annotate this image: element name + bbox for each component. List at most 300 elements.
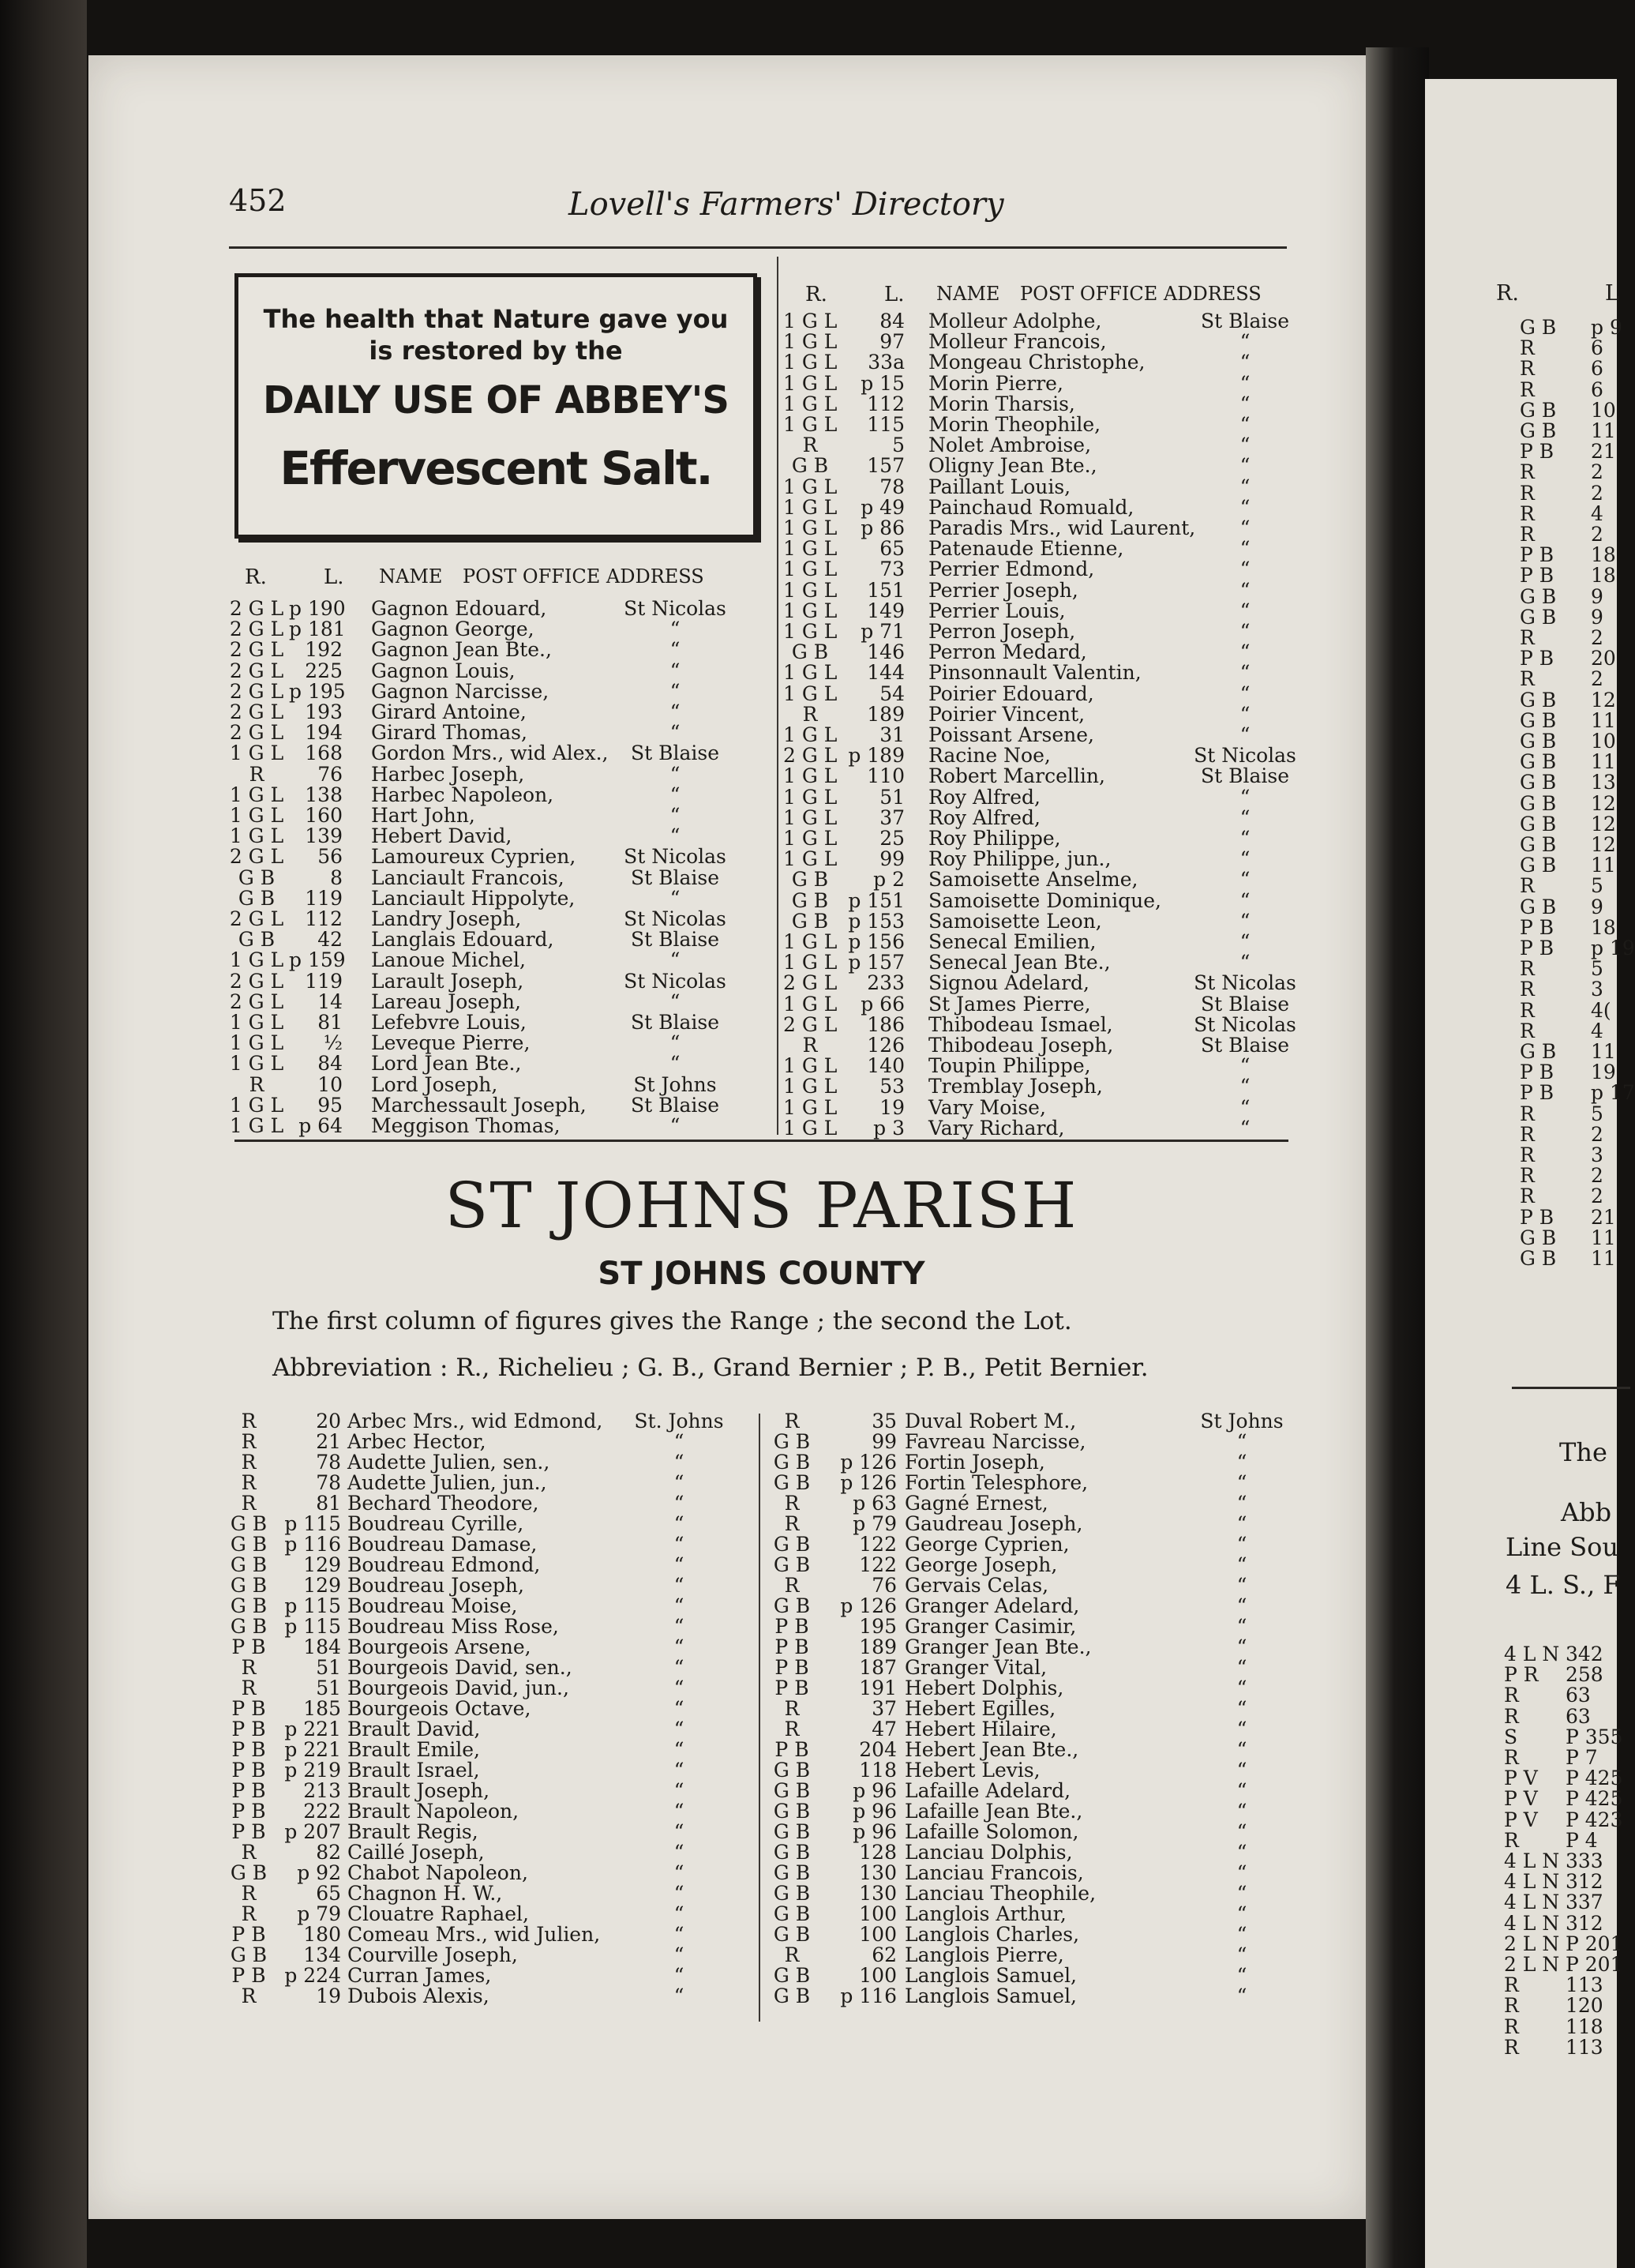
directory-entry [764, 1945, 1285, 1966]
entry-lot: 51 [316, 1677, 341, 1699]
facing-entry-lot: 21 [1591, 1205, 1616, 1229]
directory-entry [229, 1658, 750, 1678]
directory-entry [229, 640, 750, 660]
entry-range: 1 G L [783, 330, 838, 354]
entry-range: 2 G L [229, 907, 284, 930]
directory-entry [764, 1432, 1285, 1452]
directory-entry [229, 1678, 750, 1699]
entry-address: “ [1239, 827, 1251, 850]
directory-entry [764, 1760, 1285, 1781]
entry-lot: 144 [867, 661, 905, 685]
facing-entry-lot: 11 [1591, 1247, 1616, 1270]
facing-entry-lot: P 4 [1566, 1828, 1598, 1852]
running-title: Lovell's Farmers' Directory [568, 186, 1004, 223]
directory-entry [229, 929, 750, 950]
facing-entry-range: P B [1520, 1061, 1554, 1084]
entry-lot: 115 [867, 413, 905, 436]
facing-entry-range: P R [1504, 1663, 1539, 1687]
entry-address: “ [1236, 1471, 1247, 1494]
entry-range: P B [231, 1923, 266, 1946]
entry-range: R [784, 1410, 800, 1433]
directory-entry [783, 1076, 1304, 1097]
entry-range: 2 G L [229, 679, 284, 703]
directory-entry [229, 1072, 750, 1096]
entry-range: 1 G L [783, 351, 838, 374]
entry-name: Gagnon Edouard, [371, 597, 547, 620]
facing-entry-lot: 10 [1591, 730, 1616, 753]
entry-name: Lafaille Adelard, [905, 1779, 1071, 1802]
facing-entry-lot: 118 [1566, 2015, 1603, 2038]
entry-lot: p 86 [861, 516, 905, 539]
entry-lot: 100 [859, 1902, 897, 1925]
entry-address: “ [1239, 558, 1251, 581]
directory-entry [229, 1822, 750, 1842]
entry-name: Roy Philippe, jun., [928, 847, 1112, 871]
entry-address: “ [669, 659, 681, 682]
entry-address: St Johns [1200, 1410, 1284, 1433]
entry-name: Lanoue Michel, [371, 948, 526, 972]
entry-range: G B [230, 1512, 268, 1535]
entry-range: G B [230, 1615, 268, 1638]
entry-range: G B [773, 1451, 811, 1474]
entry-range: G B [773, 1820, 811, 1843]
entry-lot: 160 [305, 804, 343, 827]
facing-entry-lot: 12 [1591, 791, 1616, 815]
entry-address: “ [673, 1574, 684, 1597]
entry-range: R [241, 1984, 257, 2007]
directory-entry [783, 973, 1304, 993]
facing-entry-lot: 5 [1591, 1102, 1603, 1125]
entry-range: R [241, 1430, 257, 1453]
facing-entry-lot: 2 [1591, 667, 1603, 691]
entry-range: P B [231, 1635, 266, 1658]
entry-lot: p 219 [284, 1759, 341, 1782]
entry-range: G B [230, 1861, 268, 1884]
entry-lot: 84 [879, 310, 905, 332]
facing-entry-range: S [1504, 1725, 1518, 1748]
entry-range: G B [230, 1574, 268, 1597]
entry-address: St Nicolas [624, 845, 726, 869]
facing-entry-range: P B [1520, 1081, 1554, 1105]
entry-range: G B [791, 640, 829, 664]
directory-entry [764, 1493, 1285, 1514]
facing-entry-lot: 4 [1591, 501, 1603, 525]
facing-entry-range: G B [1520, 771, 1557, 794]
facing-entry-lot: 4( [1591, 998, 1611, 1022]
entry-address: “ [669, 762, 681, 786]
entry-range: P B [231, 1718, 266, 1740]
facing-entry-lot: 5 [1591, 957, 1603, 981]
directory-entry [229, 950, 750, 971]
directory-entry [783, 621, 1304, 642]
entry-range: 2 G L [229, 969, 284, 993]
entry-address: “ [1236, 1697, 1247, 1720]
entry-range: 1 G L [783, 1095, 838, 1119]
entry-address: St Johns [633, 1072, 717, 1096]
entry-address: “ [673, 1492, 684, 1515]
entry-name: Girard Antoine, [371, 700, 527, 723]
entry-lot: 99 [879, 847, 905, 871]
entry-lot: 233 [867, 971, 905, 995]
page-header [229, 183, 1287, 231]
entry-range: P B [231, 1759, 266, 1782]
entry-address: “ [1239, 640, 1251, 664]
directory-entry [229, 1095, 750, 1116]
facing-entry-lot: 6 [1591, 357, 1603, 381]
entry-address: “ [1239, 434, 1251, 457]
facing-entry-range: R [1520, 1164, 1535, 1188]
directory-entry [783, 994, 1304, 1015]
entry-range: G B [791, 454, 829, 478]
directory-entry [783, 415, 1304, 435]
entry-name: Leveque Pierre, [371, 1031, 531, 1055]
entry-range: G B [773, 1759, 811, 1782]
entry-address: “ [1239, 351, 1251, 374]
facing-entry-lot: 63 [1566, 1704, 1591, 1728]
entry-address: “ [1236, 1759, 1247, 1782]
directory-entry [229, 1452, 750, 1473]
entry-range: 1 G L [783, 371, 838, 395]
directory-entry [764, 1411, 1285, 1432]
entry-range: 1 G L [783, 599, 838, 622]
facing-entry-lot: P 201 [1566, 1953, 1623, 1976]
entry-lot: 10 [317, 1072, 343, 1096]
facing-entry-range: P B [1520, 647, 1554, 670]
entry-name: Lanciau Dolphis, [905, 1841, 1073, 1864]
entry-lot: 130 [859, 1861, 897, 1884]
directory-entry [783, 477, 1304, 498]
entry-address: St. Johns [634, 1410, 724, 1433]
abbeys-salt-advertisement [234, 273, 757, 539]
entry-address: “ [1239, 578, 1251, 602]
facing-entry-lot: P 7 [1566, 1746, 1598, 1769]
entry-name: Brault Emile, [347, 1738, 481, 1761]
entry-lot: p 126 [840, 1594, 897, 1617]
facing-header-lot: L [1605, 281, 1619, 306]
entry-range: G B [773, 1533, 811, 1556]
entry-name: Robert Marcellin, [928, 764, 1105, 788]
entry-name: Brault David, [347, 1718, 481, 1740]
entry-name: Chabot Napoleon, [347, 1861, 528, 1884]
abbreviation-note: Abbreviation : R., Richelieu ; G. B., Grand Bernier ; P. B., Petit Bernier. [272, 1354, 1149, 1382]
entry-name: Morin Theophile, [928, 413, 1101, 436]
entry-name: Lefebvre Louis, [371, 1011, 527, 1034]
entry-name: Senecal Emilien, [928, 930, 1097, 953]
directory-entry [229, 1699, 750, 1719]
entry-range: R [249, 762, 264, 786]
entry-lot: 51 [316, 1656, 341, 1679]
entry-name: St James Pierre, [928, 992, 1091, 1016]
entry-name: Brault Israel, [347, 1759, 480, 1782]
entry-name: Hebert Levis, [905, 1759, 1041, 1782]
facing-entry-lot: 18 [1591, 564, 1616, 588]
lower-column-divider [759, 1414, 760, 2022]
entry-lot: 76 [317, 762, 343, 786]
entry-address: “ [1236, 1615, 1247, 1638]
entry-address: “ [1236, 1841, 1247, 1864]
entry-name: Arbec Mrs., wid Edmond, [347, 1410, 603, 1433]
entry-address: “ [1239, 475, 1251, 498]
facing-page [1425, 79, 1635, 2268]
directory-entry [783, 539, 1304, 559]
directory-entry [229, 1719, 750, 1740]
entry-name: Hebert Hilaire, [905, 1718, 1057, 1740]
entry-address: “ [1239, 1116, 1251, 1140]
entry-lot: 14 [317, 989, 343, 1013]
facing-entry-range: 4 L N [1504, 1911, 1560, 1935]
directory-entry [764, 1575, 1285, 1596]
directory-entry [783, 332, 1304, 352]
entry-name: Painchaud Romuald, [928, 495, 1134, 519]
facing-entry-range: G B [1520, 584, 1557, 608]
entry-range: R [249, 1072, 264, 1096]
facing-entry-range: R [1520, 523, 1535, 546]
facing-entry-range: 2 L N [1504, 1932, 1560, 1955]
entry-range: G B [773, 1471, 811, 1494]
entry-range: R [241, 1471, 257, 1494]
facing-entry-lot: 6 [1591, 377, 1603, 401]
facing-entry-lot: 342 [1566, 1643, 1603, 1665]
entry-range: R [784, 1943, 800, 1966]
directory-entry [764, 1719, 1285, 1740]
facing-entry-range: G B [1520, 791, 1557, 815]
header-lot: L. [324, 565, 344, 589]
county-title: ST JOHNS COUNTY [598, 1256, 925, 1292]
directory-entry [229, 1883, 750, 1904]
facing-entry-range: R [1520, 667, 1535, 691]
entry-address: “ [1239, 847, 1251, 871]
directory-entry [229, 1966, 750, 1986]
entry-name: Gordon Mrs., wid Alex., [371, 742, 609, 765]
entry-range: G B [773, 1594, 811, 1617]
entry-range: G B [238, 928, 276, 952]
entry-range: G B [773, 1861, 811, 1884]
entry-lot: 82 [316, 1841, 341, 1864]
entry-range: 2 G L [783, 971, 838, 995]
directory-entry [229, 764, 750, 785]
entry-lot: 195 [859, 1615, 897, 1638]
section-rule [234, 1140, 1288, 1142]
entry-name: Fortin Joseph, [905, 1451, 1045, 1474]
entry-address: “ [669, 638, 681, 662]
entry-name: Hebert Egilles, [905, 1697, 1056, 1720]
directory-entry [764, 1986, 1285, 2007]
entry-range: 2 G L [229, 989, 284, 1013]
facing-text-the: The [1559, 1437, 1607, 1467]
facing-entry-lot: P 425 [1566, 1787, 1623, 1811]
entry-name: Pinsonnault Valentin, [928, 661, 1142, 685]
entry-name: George Cyprien, [905, 1533, 1070, 1556]
entry-name: Boudreau Cyrille, [347, 1512, 524, 1535]
entry-lot: p 221 [284, 1738, 341, 1761]
entry-range: 1 G L [783, 951, 838, 974]
entry-range: R [241, 1677, 257, 1699]
entry-name: Gagnon Jean Bte., [371, 638, 552, 662]
entry-address: “ [1236, 1718, 1247, 1740]
facing-entry-range: G B [1520, 833, 1557, 856]
entry-name: Arbec Hector, [347, 1430, 486, 1453]
entry-address: “ [1239, 620, 1251, 643]
entry-lot: p 195 [289, 679, 346, 703]
header-range: R. [805, 283, 827, 306]
entry-address: “ [669, 1031, 681, 1055]
entry-address: “ [673, 1984, 684, 2007]
entry-address: “ [673, 1943, 684, 1966]
entry-lot: 122 [859, 1553, 897, 1576]
entry-name: Bourgeois David, jun., [347, 1677, 569, 1699]
directory-entry [229, 1986, 750, 2007]
facing-entry-lot: 2 [1591, 1122, 1603, 1146]
entry-name: Lanciau Theophile, [905, 1882, 1097, 1905]
entry-lot: 186 [867, 1012, 905, 1036]
entry-lot: 19 [316, 1984, 341, 2007]
directory-entry [783, 642, 1304, 663]
entry-name: Boudreau Miss Rose, [347, 1615, 559, 1638]
directory-entry [783, 805, 1304, 829]
facing-entry-lot: 11 [1591, 1226, 1616, 1249]
directory-entry [783, 787, 1304, 808]
entry-lot: p 115 [284, 1594, 341, 1617]
facing-entry-lot: 2 [1591, 481, 1603, 505]
entry-lot: p 190 [289, 597, 346, 620]
directory-entry [764, 1637, 1285, 1658]
directory-entry [783, 684, 1304, 704]
facing-entry-range: R [1520, 336, 1535, 360]
entry-lot: 21 [316, 1430, 341, 1453]
entry-range: 1 G L [229, 824, 284, 848]
facing-entry-lot: P 355 [1566, 1725, 1623, 1748]
entry-name: Roy Alfred, [928, 785, 1041, 809]
entry-lot: 129 [303, 1574, 341, 1597]
directory-entry [783, 1118, 1304, 1139]
entry-lot: 184 [303, 1635, 341, 1658]
facing-entry-range: R [1504, 1828, 1519, 1852]
entry-lot: 56 [317, 845, 343, 869]
entry-address: “ [1239, 392, 1251, 415]
entry-lot: 151 [867, 578, 905, 602]
entry-name: Fortin Telesphore, [905, 1471, 1089, 1494]
entry-lot: p 115 [284, 1615, 341, 1638]
entry-lot: 129 [303, 1553, 341, 1576]
entry-address: “ [1239, 495, 1251, 519]
entry-name: Harbec Napoleon, [371, 783, 554, 806]
entry-range: G B [791, 909, 829, 933]
parish-title: ST JOHNS PARISH [444, 1169, 1078, 1242]
entry-name: Langlois Samuel, [905, 1964, 1078, 1987]
directory-entry [783, 766, 1304, 787]
facing-entry-range: 4 L N [1504, 1891, 1560, 1914]
directory-entry [783, 1056, 1304, 1076]
entry-range: P B [774, 1635, 809, 1658]
entry-name: Clouatre Raphael, [347, 1902, 529, 1925]
range-lot-note: The first column of figures gives the Range ; the second the Lot. [272, 1307, 1072, 1335]
entry-range: 1 G L [783, 992, 838, 1016]
directory-entry [229, 805, 750, 826]
directory-entry [229, 1033, 750, 1053]
entry-range: G B [230, 1533, 268, 1556]
entry-lot: 128 [859, 1841, 897, 1864]
entry-range: R [802, 702, 818, 726]
entry-address: “ [673, 1615, 684, 1638]
facing-entry-lot: 337 [1566, 1891, 1603, 1914]
entry-range: 2 G L [229, 700, 284, 723]
entry-lot: 78 [879, 475, 905, 498]
facing-entry-range: R [1520, 357, 1535, 381]
entry-name: Marchessault Joseph, [371, 1093, 587, 1117]
entry-range: P B [231, 1697, 266, 1720]
entry-address: “ [1236, 1451, 1247, 1474]
directory-entry [783, 559, 1304, 580]
entry-address: “ [669, 618, 681, 641]
entry-address: “ [673, 1964, 684, 1987]
facing-entry-range: G B [1520, 854, 1557, 877]
entry-name: Courville Joseph, [347, 1943, 518, 1966]
entry-lot: 146 [867, 640, 905, 664]
entry-address: “ [1239, 868, 1251, 892]
entry-address: “ [1236, 1923, 1247, 1946]
directory-entry [764, 1842, 1285, 1863]
facing-entry-lot: 12 [1591, 833, 1616, 856]
entry-name: Perron Medard, [928, 640, 1087, 664]
entry-name: Granger Jean Bte., [905, 1635, 1092, 1658]
facing-entry-lot: 10 [1591, 398, 1616, 422]
directory-entry [229, 1617, 750, 1637]
table-header [229, 565, 750, 597]
entry-name: Bourgeois Arsene, [347, 1635, 531, 1658]
facing-entry-lot: 120 [1566, 1994, 1603, 2018]
header-lot: L. [884, 283, 905, 306]
entry-range: 1 G L [229, 1093, 284, 1117]
directory-entry [229, 1432, 750, 1452]
entry-address: “ [673, 1430, 684, 1453]
entry-lot: 5 [892, 434, 905, 457]
entry-name: Perrier Joseph, [928, 578, 1078, 602]
entry-address: “ [1236, 1861, 1247, 1884]
directory-entry [783, 1035, 1304, 1056]
entry-range: 1 G L [229, 783, 284, 806]
facing-entry-range: R [1504, 1994, 1519, 2018]
entry-range: 1 G L [783, 682, 838, 705]
directory-entry [229, 1781, 750, 1801]
entry-name: Girard Thomas, [371, 721, 527, 745]
directory-entry [764, 1678, 1285, 1699]
entry-address: “ [1239, 682, 1251, 705]
facing-entry-lot: 12 [1591, 812, 1616, 835]
facing-entry-lot: 11 [1591, 708, 1616, 732]
entry-address: “ [673, 1820, 684, 1843]
entry-lot: p 79 [853, 1512, 897, 1535]
entry-lot: 187 [859, 1656, 897, 1679]
facing-entry-lot: 6 [1591, 336, 1603, 360]
facing-entry-range: R [1504, 2015, 1519, 2038]
facing-entry-range: P V [1504, 1808, 1538, 1831]
entry-name: Patenaude Etienne, [928, 537, 1124, 561]
entry-name: Granger Casimir, [905, 1615, 1077, 1638]
entry-lot: 112 [305, 907, 343, 930]
entry-range: P B [231, 1779, 266, 1802]
entry-range: 1 G L [783, 310, 838, 332]
entry-name: Poissant Arsene, [928, 723, 1094, 746]
entry-address: St Blaise [630, 1093, 719, 1117]
entry-name: Hebert Jean Bte., [905, 1738, 1079, 1761]
facing-entry-range: R [1520, 1185, 1535, 1208]
entry-address: “ [1236, 1512, 1247, 1535]
entry-name: Lord Joseph, [371, 1072, 498, 1096]
directory-entry [229, 1842, 750, 1863]
entry-name: Samoisette Dominique, [928, 888, 1161, 912]
entry-address: “ [1239, 413, 1251, 436]
facing-entry-lot: 2 [1591, 626, 1603, 649]
